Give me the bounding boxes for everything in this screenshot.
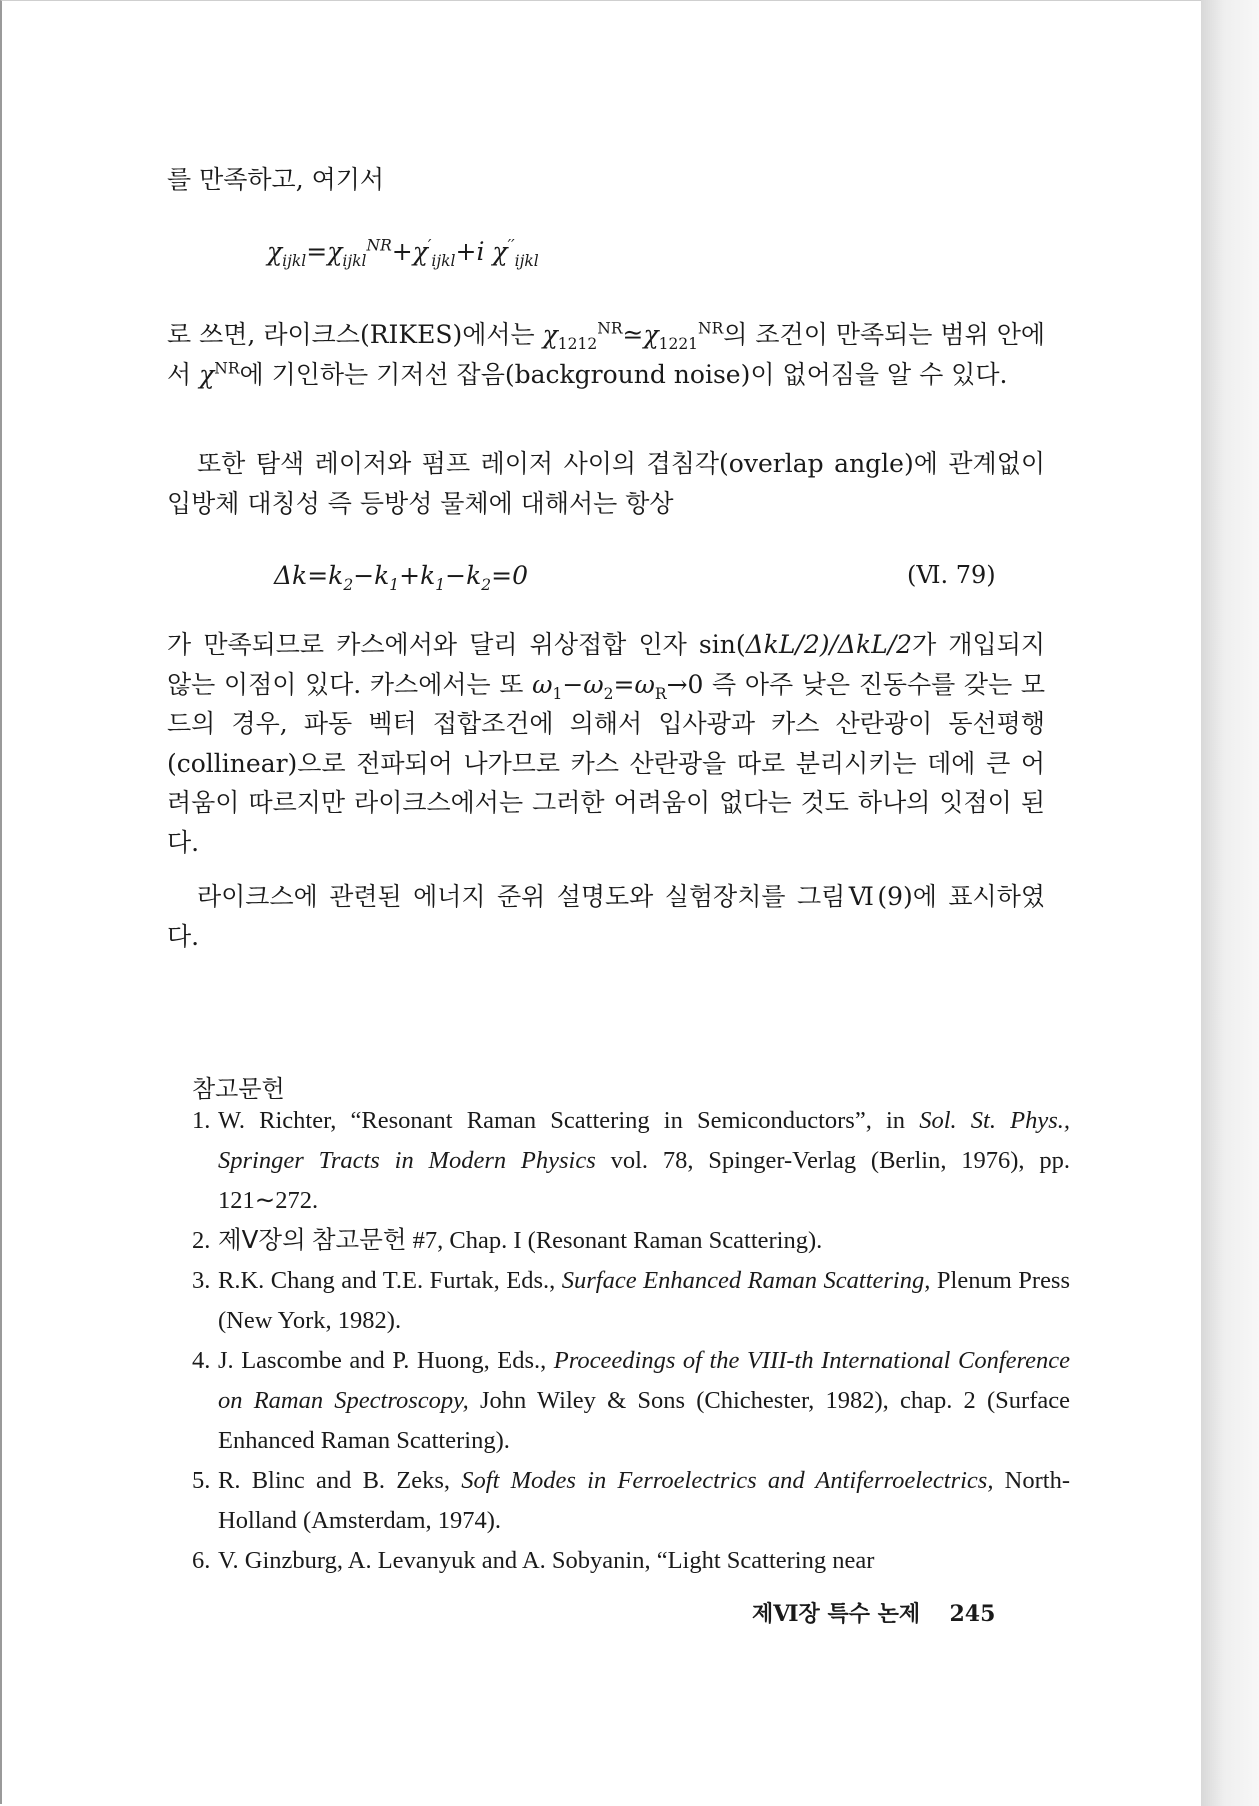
paragraph-overlap-angle: 또한 탐색 레이저와 펌프 레이저 사이의 겹침각(overlap angle)에 관계없이 입방체 대칭성 즉 등방성 물체에 대해서는 항상 xyxy=(167,449,1045,518)
body-line: 를 만족하고, 여기서 xyxy=(167,165,385,194)
page-edge-shadow xyxy=(1201,0,1259,1806)
reference-item: 2. 제Ⅴ장의 참고문헌 #7, Chap. I (Resonant Raman Scattering). xyxy=(192,1227,823,1254)
references-heading: 참고문헌 xyxy=(192,1075,285,1103)
paragraph-rikes: 로 쓰면, 라이크스(RIKES)에서는 $\chi_{1212}^{NR}≃\chi_{1221}^{NR}$의 조건이 만족되는 범위 안에서 $\chi^{NR}$에 기인하는 기저선 잡음(background noise)이 없어짐을 알 수 있다. xyxy=(167,319,1045,389)
paragraph-cars-comparison: 가 만족되므로 카스에서와 달리 위상접합 인자 sin(ΔkL/2)/ΔkL/2가 개입되지 않는 이점이 있다. 카스에서는 또 $\omega_1-\omega_2=\omega_R\to 0$ 즉 아주 낮은 진동수를 갖는 모드의 경우, 파동 벡터 접합조건에 의해서 입사광과 카스 산란광이 동선평행(collinear)으로 전파되어 나가므로 카스 산란광을 따로 분리시키는 데에 큰 어려움이 따르지만 라이크스에서는 그러한 어려움이 없다는 것도 하나의 잇점이 된다. xyxy=(167,630,1046,857)
reference-item: 5. R. Blinc and B. Zeks, Soft Modes in Ferroelectrics and Antiferroelectrics, North-Holland (Amsterdam, 1974). xyxy=(192,1467,1070,1534)
reference-item: 3. R.K. Chang and T.E. Furtak, Eds., Surface Enhanced Raman Scattering, Plenum Press (New York, 1982). xyxy=(192,1267,1071,1334)
reference-item: 4. J. Lascombe and P. Huong, Eds., Proceedings of the VIII-th International Conference on Raman Spectroscopy, John Wiley & Sons (Chichester, 1982), chap. 2 (Surface Enhanced Raman Scattering). xyxy=(192,1347,1070,1454)
reference-item: 1. W. Richter, “Resonant Raman Scattering in Semiconductors”, in Sol. St. Phys., Springer Tracts in Modern Physics vol. 78, Spinger-Verlag (Berlin, 1976), pp. 121∼272. xyxy=(192,1107,1070,1214)
running-footer xyxy=(752,1597,995,1628)
chapter-title: 제Ⅵ장 특수 논제 xyxy=(752,1601,921,1627)
equation-chi-decomposition: $\chi_{ijkl}=\chi_{ijkl}^{NR}+\chi'_{ijkl}+i$ $\chi''_{ijkl}$ xyxy=(267,236,539,270)
paragraph-figure-reference: 라이크스에 관련된 에너지 준위 설명도와 실험장치를 그림Ⅵ(9)에 표시하였다. xyxy=(167,882,1045,951)
equation-phase-matching: $\Delta k=k_2-k_1+k_1-k_2=0$ xyxy=(274,561,528,594)
equation-number: (Ⅵ. 79) xyxy=(907,561,996,589)
page-number: 245 xyxy=(949,1601,996,1627)
reference-item: 6. V. Ginzburg, A. Levanyuk and A. Sobyanin, “Light Scattering near xyxy=(192,1547,875,1574)
